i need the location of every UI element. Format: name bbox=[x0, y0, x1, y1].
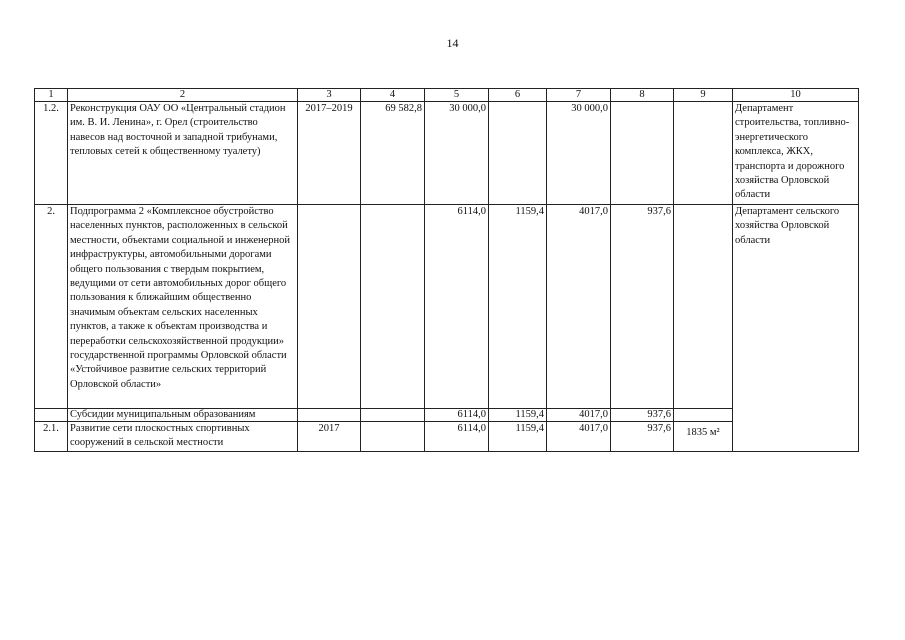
table-row bbox=[35, 102, 859, 205]
row-years: 2017 bbox=[298, 422, 361, 452]
program-table bbox=[34, 88, 859, 452]
row-col7: 30 000,0 bbox=[547, 102, 611, 205]
header-cell: 9 bbox=[674, 89, 733, 102]
row-number bbox=[35, 409, 68, 422]
row-col5: 6114,0 bbox=[425, 409, 489, 422]
row-years bbox=[298, 205, 361, 409]
row-col6 bbox=[489, 102, 547, 205]
row-number: 2.1. bbox=[35, 422, 68, 452]
row-col4 bbox=[361, 422, 425, 452]
row-years bbox=[298, 409, 361, 422]
header-cell: 5 bbox=[425, 89, 489, 102]
row-col9 bbox=[674, 409, 733, 422]
header-cell: 8 bbox=[611, 89, 674, 102]
row-name: Субсидии муниципальным образованиям bbox=[68, 409, 298, 422]
row-name: Реконструкция ОАУ ОО «Центральный стадион им. В. И. Ленина», г. Орел (строительство навесов над восточной и западной трибунами, тепловых сетей к общественному туалету) bbox=[68, 102, 298, 205]
row-col9 bbox=[674, 205, 733, 409]
row-col9 bbox=[674, 102, 733, 205]
row-number: 2. bbox=[35, 205, 68, 409]
row-col6: 1159,4 bbox=[489, 422, 547, 452]
row-col8: 937,6 bbox=[611, 422, 674, 452]
row-col4 bbox=[361, 409, 425, 422]
row-responsible: Департамент строительства, топливно-энергетического комплекса, ЖКХ, транспорта и дорожного хозяйства Орловской области bbox=[733, 102, 859, 205]
header-cell: 3 bbox=[298, 89, 361, 102]
row-col8: 937,6 bbox=[611, 409, 674, 422]
row-col7: 4017,0 bbox=[547, 205, 611, 409]
row-col4: 69 582,8 bbox=[361, 102, 425, 205]
page-number: 14 bbox=[446, 36, 459, 50]
header-cell: 10 bbox=[733, 89, 859, 102]
row-name: Развитие сети плоскостных спортивных сооружений в сельской местности bbox=[68, 422, 298, 452]
row-col7: 4017,0 bbox=[547, 409, 611, 422]
row-responsible: Департамент сельского хозяйства Орловской области bbox=[733, 205, 859, 452]
row-col5: 6114,0 bbox=[425, 205, 489, 409]
header-cell: 7 bbox=[547, 89, 611, 102]
row-col5: 30 000,0 bbox=[425, 102, 489, 205]
row-col9: 1835 м² bbox=[674, 422, 733, 452]
row-col6: 1159,4 bbox=[489, 205, 547, 409]
row-col8: 937,6 bbox=[611, 205, 674, 409]
row-col5: 6114,0 bbox=[425, 422, 489, 452]
row-number: 1.2. bbox=[35, 102, 68, 205]
row-years: 2017–2019 bbox=[298, 102, 361, 205]
header-row bbox=[35, 89, 859, 102]
row-col8 bbox=[611, 102, 674, 205]
row-col7: 4017,0 bbox=[547, 422, 611, 452]
row-col4 bbox=[361, 205, 425, 409]
table-row bbox=[35, 205, 859, 409]
row-col6: 1159,4 bbox=[489, 409, 547, 422]
header-cell: 2 bbox=[68, 89, 298, 102]
header-cell: 4 bbox=[361, 89, 425, 102]
header-cell: 1 bbox=[35, 89, 68, 102]
row-name: Подпрограмма 2 «Комплексное обустройство населенных пунктов, расположенных в сельской местности, объектами социальной и инженерной инфраструктуры, автомобильными дорогами общего пользования с твердым покрытием, ведущими от сети автомобильных дорог общего пользования к ближайшим общественно значимым объектам сельских населенных пунктов, а также к объектам производства и переработки сельскохозяйственной продукции» государственной программы Орловской области «Устойчивое развитие сельских территорий Орловской области» bbox=[68, 205, 298, 409]
header-cell: 6 bbox=[489, 89, 547, 102]
